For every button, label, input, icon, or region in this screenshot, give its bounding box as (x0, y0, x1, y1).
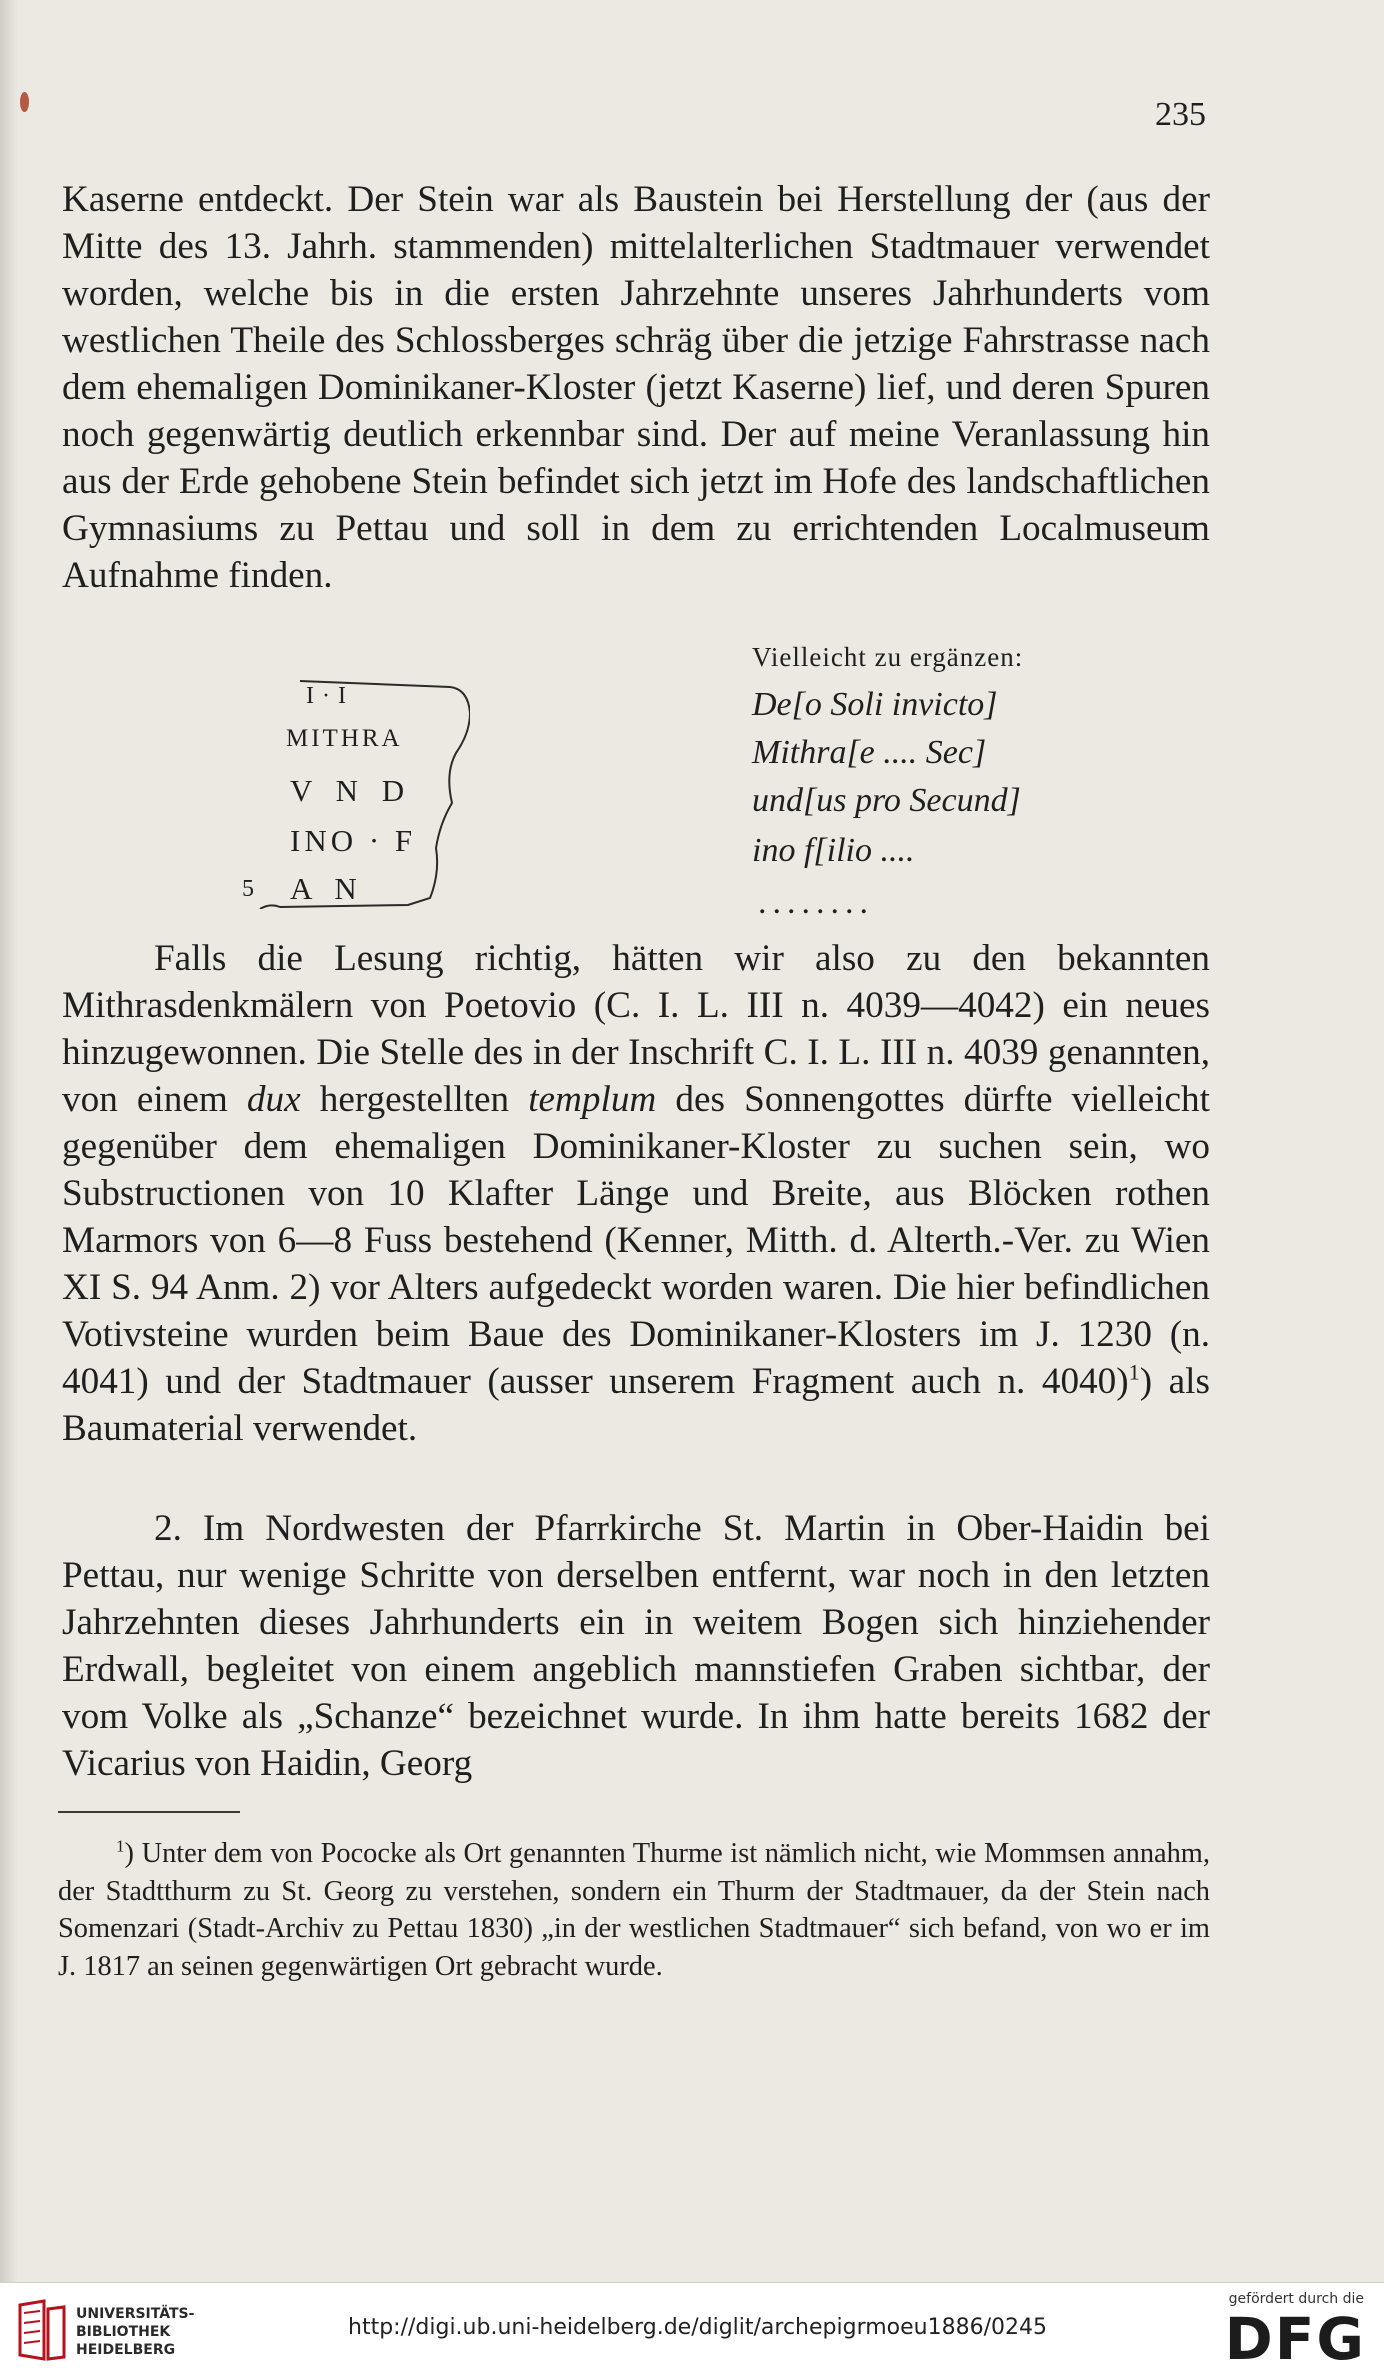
inscription-line-2: MITHRA (286, 725, 403, 752)
paper-stain (20, 92, 29, 112)
supplement-line-1: De[o Soli invicto] (752, 686, 998, 723)
inscription-fragment (240, 673, 470, 909)
footnote-divider (58, 1811, 240, 1813)
term-templum: templum (528, 1079, 657, 1120)
library-name-line-1: UNIVERSITÄTS- (76, 2306, 195, 2322)
paragraph-2 (62, 935, 1210, 1452)
supplement-dots: ........ (758, 884, 874, 921)
inscription-line-5: A N (290, 871, 365, 906)
inscription-line-number: 5 (242, 876, 254, 902)
paragraph-2-text-d: ) als Baumaterial verwendet. (62, 1361, 1210, 1449)
footnote-reference: 1 (1128, 1359, 1140, 1385)
university-library-name[interactable] (76, 2305, 194, 2359)
inscription-line-1: I·I (306, 683, 354, 709)
viewer-footer (0, 2282, 1384, 2380)
library-name-line-2: BIBLIOTHEK (76, 2324, 171, 2340)
footnote-marker: 1 (116, 1836, 125, 1856)
inscription-line-4: INO · F (290, 823, 417, 858)
supplement-line-2: Mithra[e .... Sec] (752, 734, 987, 771)
library-name-line-3: HEIDELBERG (76, 2342, 176, 2358)
inscription-line-3: V N D (290, 773, 413, 808)
permalink-url[interactable]: http://digi.ub.uni-heidelberg.de/diglit/archepigrmoeu1886/0245 (348, 2315, 1047, 2340)
page-gutter-shadow (0, 0, 18, 2282)
paragraph-1: Kaserne entdeckt. Der Stein war als Baustein bei Herstellung der (aus der Mitte des 13. Jahrh. stammenden) mittelalterlichen Stadtmauer verwendet worden, welche bis in die ersten Jahrzehnte unseres Jahrhunderts vom westlichen Theile des Schlossberges schräg über die jetzige Fahrstrasse nach dem ehemaligen Dominikaner-Kloster (jetzt Kaserne) lief, und deren Spuren noch gegenwärtig deutlich erkennbar sind. Der auf meine Veranlassung hin aus der Erde gehobene Stein befindet sich jetzt im Hofe des landschaftlichen Gymnasiums zu Pettau und soll in dem zu errichtenden Localmuseum Aufnahme finden. (62, 179, 1210, 596)
paragraph-2-text-a: Falls die Lesung richtig, hätten wir also zu den bekannten Mithrasdenkmälern von Poetovio (C. I. L. III n. 4039—4042) ein neues hinzugewonnen. Die Stelle des in der Inschrift C. I. L. III n. 4039 genannten, von einem (62, 938, 1210, 1120)
supplement-title: Vielleicht zu ergänzen: (752, 642, 1024, 672)
supplement-line-3: und[us pro Secund] (752, 782, 1021, 819)
footnote-text: ) Unter dem von Pococke als Ort genannten Thurme ist nämlich nicht, wie Mommsen annahm, der Stadtthurm zu St. Georg zu verstehen, sondern ein Thurm der Stadtmauer, da der Stein nach Somenzari (Stadt-Archiv zu Pettau 1830) „in der westlichen Stadtmauer“ sich befand, von wo er im J. 1817 an seinen gegenwärtigen Ort gebracht wurde. (58, 1838, 1210, 1982)
university-logo-icon[interactable] (14, 2299, 70, 2367)
supplement-line-4: ino f[ilio .... (752, 832, 915, 869)
term-dux: dux (246, 1079, 301, 1120)
page-number: 235 (1155, 96, 1206, 133)
dfg-logo[interactable]: DFG (1224, 2305, 1366, 2373)
funding-note: gefördert durch die (1228, 2291, 1364, 2307)
footnote (58, 1835, 1210, 1985)
paragraph-3: 2. Im Nordwesten der Pfarrkirche St. Martin in Ober-Haidin bei Pettau, nur wenige Schritte von derselben entfernt, war noch in den letzten Jahrzehnten dieses Jahrhunderts ein in weitem Bogen sich hinziehender Erdwall, begleitet von einem angeblich mannstiefen Graben sichtbar, der vom Volke als „Schanze“ bezeichnet wurde. In ihm hatte bereits 1682 der Vicarius von Haidin, Georg (62, 1508, 1210, 1784)
paragraph-2-text-c: des Sonnengottes dürfte vielleicht gegenüber dem ehemaligen Dominikaner-Kloster zu suchen sein, wo Substructionen von 10 Klafter Länge und Breite, aus Blöcken rothen Marmors von 6—8 Fuss bestehend (Kenner, Mitth. d. Alterth.-Ver. zu Wien XI S. 94 Anm. 2) vor Alters aufgedeckt worden waren. Die hier befindlichen Votivsteine wurden beim Baue des Dominikaner-Klosters im J. 1230 (n. 4041) und der Stadtmauer (ausser unserem Fragment auch n. 4040) (62, 1079, 1210, 1402)
paragraph-2-text-b: hergestellten (300, 1079, 529, 1120)
